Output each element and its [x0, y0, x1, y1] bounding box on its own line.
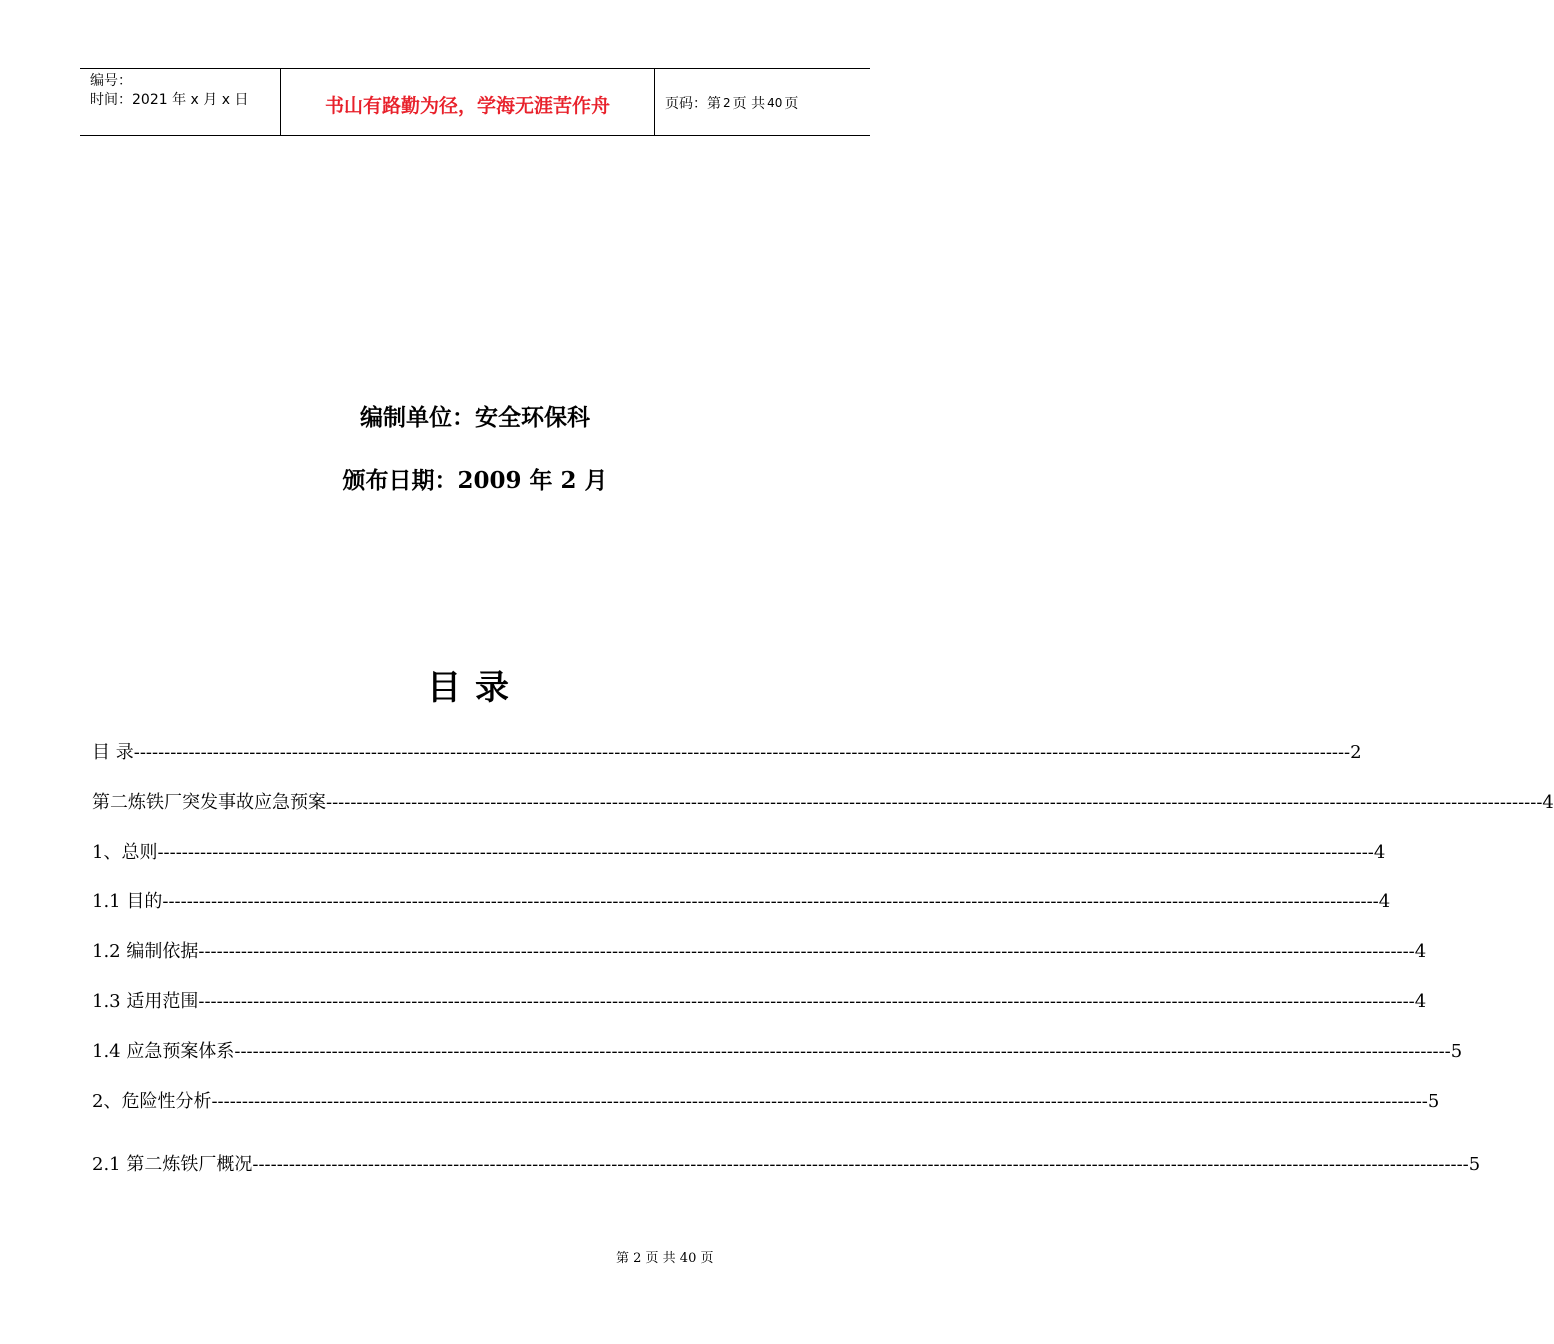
toc-leader: -------------------------------------------------------------------------------------------------------------------------------------------------------------------------------------------------------- — [198, 991, 1415, 1012]
toc-entry[interactable] — [92, 889, 1391, 915]
toc-entry-label: 第二炼铁厂突发事故应急预案 — [92, 792, 326, 813]
toc-entry-page: 2 — [1350, 742, 1362, 763]
header-code: 编号： — [90, 73, 132, 89]
header-page-suffix: 页 — [784, 96, 799, 112]
issuer-line: 编制单位：安全环保科 — [360, 404, 590, 431]
toc-entry-label: 1.1 目的 — [92, 891, 163, 912]
toc-entry-label: 1、总则 — [92, 842, 158, 863]
toc-entry[interactable] — [92, 939, 1427, 965]
toc-entry[interactable] — [92, 790, 1554, 816]
toc-leader: -------------------------------------------------------------------------------------------------------------------------------------------------------------------------------------------------------- — [234, 1041, 1451, 1062]
toc-entry[interactable] — [92, 740, 1362, 766]
header-time: 时间：2021 年 x 月 x 日 — [90, 92, 249, 108]
toc-leader: -------------------------------------------------------------------------------------------------------------------------------------------------------------------------------------------------------- — [211, 1091, 1428, 1112]
header-page-current: 2 — [723, 96, 731, 110]
toc-entry-page: 4 — [1542, 792, 1554, 813]
toc-leader: -------------------------------------------------------------------------------------------------------------------------------------------------------------------------------------------------------- — [198, 941, 1415, 962]
page-header — [80, 68, 870, 136]
toc-entry-page: 5 — [1468, 1154, 1481, 1175]
toc-entry[interactable] — [92, 989, 1427, 1015]
toc-leader: -------------------------------------------------------------------------------------------------------------------------------------------------------------------------------------------------------- — [252, 1154, 1469, 1175]
toc-entry-label: 1.3 适用范围 — [92, 991, 199, 1012]
toc-entry-page: 4 — [1414, 941, 1427, 962]
toc-entry-label: 2、危险性分析 — [92, 1091, 212, 1112]
toc-leader: -------------------------------------------------------------------------------------------------------------------------------------------------------------------------------------------------------- — [326, 792, 1543, 813]
toc-entry[interactable] — [92, 1039, 1463, 1065]
header-page-mid: 页 共 — [732, 96, 766, 112]
toc-entry-page: 5 — [1450, 1041, 1463, 1062]
toc-entry[interactable] — [92, 1152, 1481, 1178]
toc-entry[interactable] — [92, 840, 1386, 866]
toc-title: 目录 — [427, 668, 523, 708]
toc-entry-page: 4 — [1414, 991, 1427, 1012]
toc-leader: -------------------------------------------------------------------------------------------------------------------------------------------------------------------------------------------------------- — [157, 842, 1374, 863]
toc-entry-label: 1.4 应急预案体系 — [92, 1041, 235, 1062]
toc-entry-page: 4 — [1378, 891, 1391, 912]
toc-entry-label: 2.1 第二炼铁厂概况 — [92, 1154, 253, 1175]
toc-leader: -------------------------------------------------------------------------------------------------------------------------------------------------------------------------------------------------------- — [162, 891, 1379, 912]
toc-entry-label: 1.2 编制依据 — [92, 941, 199, 962]
header-page-total: 40 — [767, 96, 783, 110]
header-meta — [80, 69, 281, 135]
toc-entry[interactable] — [92, 1089, 1440, 1115]
toc-entry-page: 5 — [1427, 1091, 1440, 1112]
date-line: 颁布日期：2009 年 2 月 — [342, 467, 608, 494]
page-footer: 第 2 页 共 40 页 — [616, 1251, 714, 1266]
header-motto: 书山有路勤为径，学海无涯苦作舟 — [281, 69, 655, 135]
toc-leader: -------------------------------------------------------------------------------------------------------------------------------------------------------------------------------------------------------- — [133, 742, 1351, 763]
header-page-info — [655, 69, 870, 135]
toc-entry-page: 4 — [1373, 842, 1386, 863]
toc-entry-label: 目 录 — [92, 742, 134, 763]
header-page-prefix: 页码：第 — [665, 96, 721, 112]
